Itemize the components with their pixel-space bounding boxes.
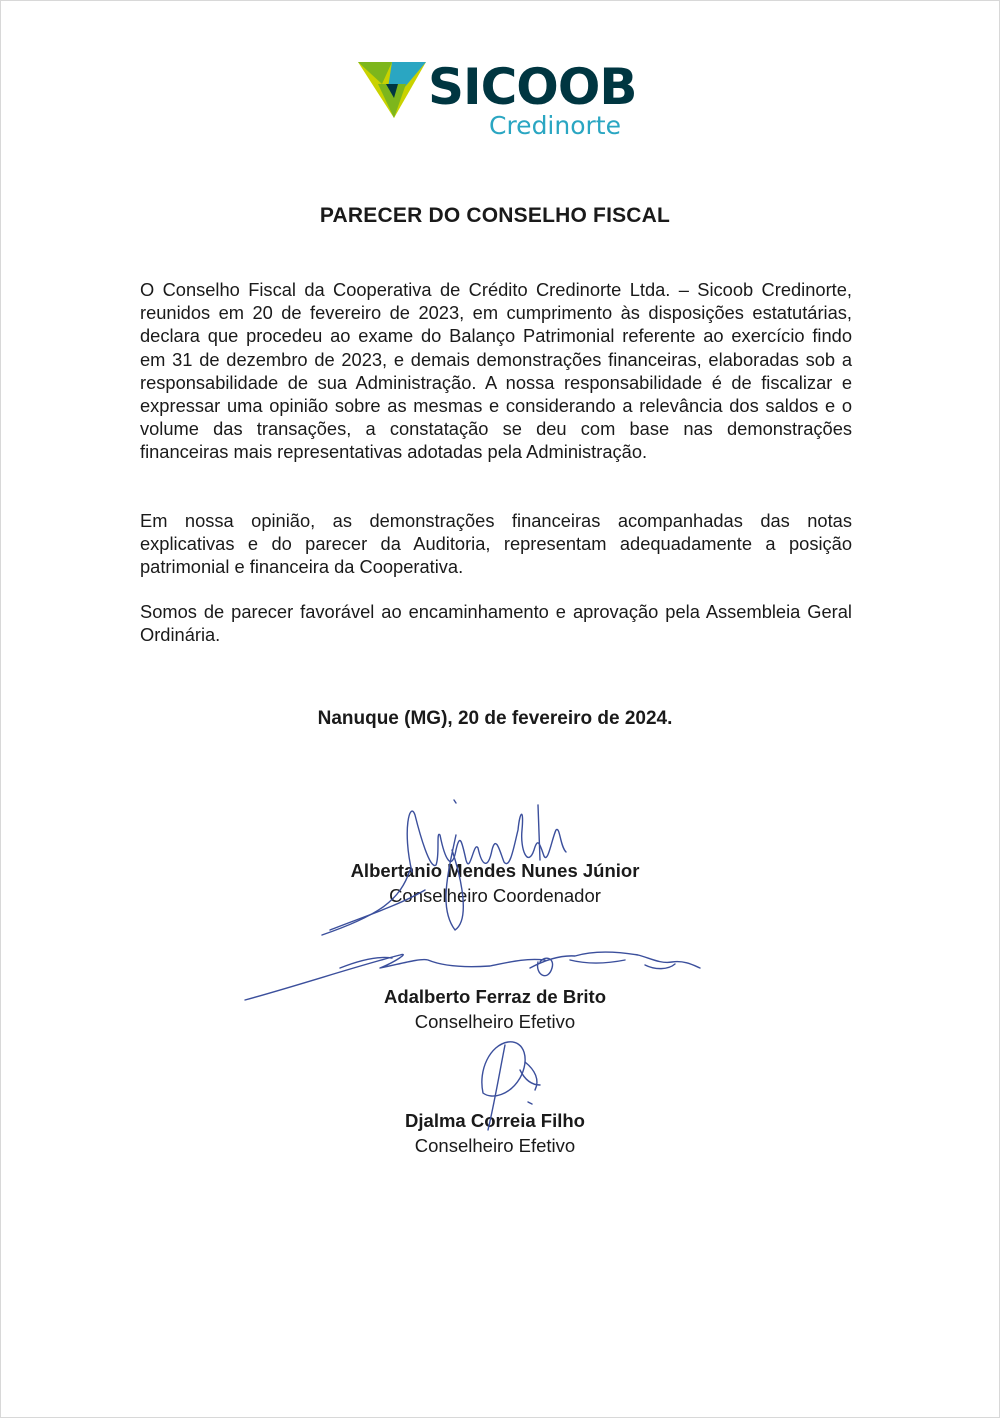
document-title: PARECER DO CONSELHO FISCAL: [319, 204, 671, 227]
logo-brand-text: SICOOB: [428, 58, 637, 116]
sicoob-logo-mark-icon: [358, 58, 428, 122]
signatory-name: Djalma Correia Filho: [405, 1110, 585, 1131]
place-date: Nanuque (MG), 20 de fevereiro de 2024.: [317, 708, 673, 729]
signatory-name: Adalberto Ferraz de Brito: [383, 986, 607, 1007]
signature-block-coordinator: [0, 858, 990, 908]
sicoob-logo: [358, 55, 638, 145]
signature-block-member-1: [0, 984, 990, 1034]
paragraph-opinion: Em nossa opinião, as demonstrações financeiras acompanhadas das notas explicativas e do parecer da Auditoria, representam adequadamente a posição patrimonial e financeira da Cooperativa.: [140, 510, 852, 578]
signature-block-member-2: [0, 1108, 990, 1158]
signatory-role: Conselheiro Efetivo: [414, 1011, 576, 1032]
paragraph-recommendation: Somos de parecer favorável ao encaminhamento e aprovação pela Assembleia Geral Ordinária.: [140, 601, 852, 646]
logo-unit-text: Credinorte: [489, 111, 621, 140]
signatory-name: Albertanio Mendes Nunes Júnior: [350, 860, 640, 881]
signatory-role: Conselheiro Efetivo: [414, 1135, 576, 1156]
paragraph-declaration: O Conselho Fiscal da Cooperativa de Crédito Credinorte Ltda. – Sicoob Credinorte, reunidos em 20 de fevereiro de 2023, em cumprimento às disposições estatutárias, declara que procedeu ao exame do Balanço Patrimonial referente ao exercício findo em 31 de dezembro de 2023, e demais demonstrações financeiras, elaboradas sob a responsabilidade de sua Administração. A nossa responsabilidade é de fiscalizar e expressar uma opinião sobre as mesmas e considerando a relevância dos saldos e o volume das transações, a constatação se deu com base nas demonstrações financeiras mais representativas adotadas pela Administração.: [140, 279, 852, 463]
signatory-role: Conselheiro Coordenador: [389, 885, 601, 906]
